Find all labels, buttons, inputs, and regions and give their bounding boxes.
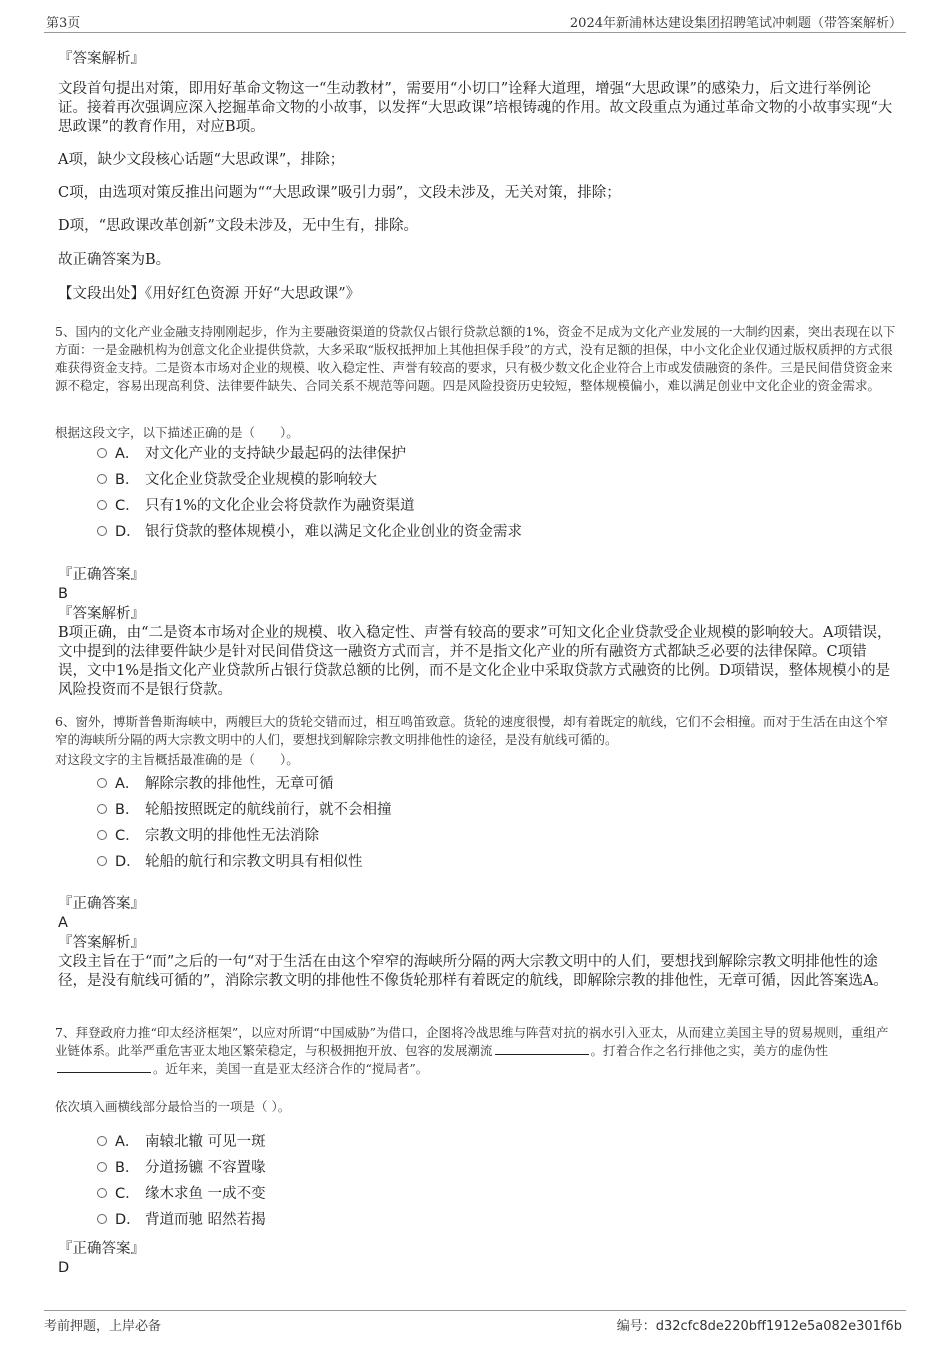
q5-option-d[interactable]: D． 银行贷款的整体规模小，难以满足文化企业创业的资金需求 bbox=[97, 522, 522, 542]
q7-option-c[interactable]: C． 缘木求鱼 一成不变 bbox=[97, 1184, 266, 1204]
radio-icon[interactable] bbox=[97, 1162, 107, 1172]
q5-option-c[interactable]: C． 只有1%的文化企业会将贷款作为融资渠道 bbox=[97, 496, 415, 516]
q5-option-a[interactable]: A． 对文化产业的支持缺少最起码的法律保护 bbox=[97, 444, 406, 464]
q7-option-d[interactable]: D． 背道而驰 昭然若揭 bbox=[97, 1210, 266, 1230]
fill-blank-2 bbox=[57, 1060, 151, 1073]
radio-icon[interactable] bbox=[97, 1188, 107, 1198]
q7-answer-label: 『正确答案』 bbox=[58, 1241, 145, 1257]
radio-icon[interactable] bbox=[97, 500, 107, 510]
q7-stem: 7、拜登政府力推“印太经济框架”，以应对所谓“中国威胁”为借口，企图将冷战思维与阵营对抗的祸水引入亚太，从而建立美国主导的贸易规则，重组产业链体系。此举严重危害亚太地区繁荣稳定，与积极拥抱开放、包容的发展潮流 。打着合作之名行排他之实，美方的虚伪性。近年来，美国一直是亚太经济合作的“搅局者”。 bbox=[55, 1025, 889, 1076]
q7-option-b[interactable]: B． 分道扬镳 不容置喙 bbox=[97, 1158, 266, 1178]
radio-icon[interactable] bbox=[97, 1136, 107, 1146]
q5-answer: B bbox=[58, 586, 68, 602]
q5-stem: 5、国内的文化产业金融支持刚刚起步，作为主要融资渠道的贷款仅占银行贷款总额的1%，资金不足成为文化产业发展的一大制约因素，突出表现在以下方面：一是金融机构为创意文化企业提供贷款，大多采取“版权抵押加上其他担保手段”的方式，没有足额的担保，中小文化企业仅通过版权质押的方式很难获得资金支持。二是资本市场对企业的规模、收入稳定性、声誉有较高的要求，只有极少数文化企业符合上市或发债融资的条件。三是民间借贷资金来源不稳定，容易出现高利贷、法律要件缺失、合同关系不规范等问题。四是风险投资历史较短，整体规模偏小，难以满足创业中文化企业的资金需求。 bbox=[55, 324, 896, 393]
q6-stem: 6、窗外，博斯普鲁斯海峡中，两艘巨大的货轮交错而过，相互鸣笛致意。货轮的速度很慢，却有着既定的航线，它们不会相撞。而对于生活在由这个窄窄的海峡所分隔的两大宗教文明中的人们，要想找到解除宗教文明排他性的途径，是没有航线可循的。 bbox=[55, 714, 888, 747]
radio-icon[interactable] bbox=[97, 474, 107, 484]
radio-icon[interactable] bbox=[97, 856, 107, 866]
q6-analysis-label: 『答案解析』 bbox=[58, 935, 145, 951]
q7-answer: D bbox=[58, 1260, 70, 1276]
q6-answer-label: 『正确答案』 bbox=[58, 896, 145, 912]
q5-answer-label: 『正确答案』 bbox=[58, 567, 145, 583]
document-title: 2024年新浦林达建设集团招聘笔试冲刺题（带答案解析） bbox=[569, 16, 902, 31]
page-number: 第3页 bbox=[46, 16, 81, 31]
q6-answer: A bbox=[58, 915, 68, 931]
q5-ask: 根据这段文字，以下描述正确的是（ ）。 bbox=[55, 425, 299, 440]
q4-analysis: 文段首句提出对策，即用好革命文物这一“生动教材”，需要用“小切口”诠释大道理，增强“大思政课”的感染力，后文进行举例论证。接着再次强调应深入挖掘革命文物的小故事，以发挥“大思政课”培根铸魂的作用。故文段重点为通过革命文物的小故事实现“大思政课”的教育作用，对应B项。 bbox=[58, 81, 893, 135]
q6-analysis: 文段主旨在于“而”之后的一句“对于生活在由这个窄窄的海峡所分隔的两大宗教文明中的人们，要想找到解除宗教文明排他性的途径，是没有航线可循的”，消除宗教文明的排他性不像货轮那样有着既定的航线，即解除宗教的排他性，无章可循，因此答案选A。 bbox=[58, 954, 888, 989]
q4-conclusion: 故正确答案为B。 bbox=[58, 252, 171, 268]
q4-analysis-label: 『答案解析』 bbox=[58, 51, 145, 67]
document-code: 编号：d32cfc8de220bff1912e5a082e301f6b bbox=[616, 1319, 902, 1334]
q4-c-note: C项，由选项对策反推出问题为““大思政课”吸引力弱”，文段未涉及，无关对策，排除； bbox=[58, 185, 621, 201]
radio-icon[interactable] bbox=[97, 448, 107, 458]
radio-icon[interactable] bbox=[97, 804, 107, 814]
q4-d-note: D项，“思政课改革创新”文段未涉及，无中生有，排除。 bbox=[58, 218, 418, 234]
fill-blank-1 bbox=[495, 1042, 589, 1055]
q7-option-a[interactable]: A． 南辕北辙 可见一斑 bbox=[97, 1132, 266, 1152]
page-header bbox=[44, 8, 906, 33]
q7-ask: 依次填入画横线部分最恰当的一项是（ ）。 bbox=[55, 1099, 291, 1114]
q5-analysis-label: 『答案解析』 bbox=[58, 606, 145, 622]
q6-ask: 对这段文字的主旨概括最准确的是（ ）。 bbox=[55, 752, 299, 767]
radio-icon[interactable] bbox=[97, 526, 107, 536]
q5-analysis: B项正确，由“二是资本市场对企业的规模、收入稳定性、声誉有较高的要求”可知文化企业贷款受企业规模的影响较大。A项错误，文中提到的法律要件缺少是针对民间借贷这一融资方式而言，并不是指文化产业的所有融资方式都缺乏必要的法律保障。C项错误，文中1%是指文化产业贷款所占银行贷款总额的比例，而不是文化企业中采取贷款方式融资的比例。D项错误，整体规模小的是风险投资而不是银行贷款。 bbox=[58, 625, 892, 698]
q6-option-d[interactable]: D． 轮船的航行和宗教文明具有相似性 bbox=[97, 852, 363, 872]
footer-slogan: 考前押题，上岸必备 bbox=[44, 1319, 162, 1334]
radio-icon[interactable] bbox=[97, 778, 107, 788]
q6-option-c[interactable]: C． 宗教文明的排他性无法消除 bbox=[97, 826, 319, 846]
page-footer bbox=[44, 1310, 906, 1337]
q4-a-note: A项，缺少文段核心话题“大思政课”，排除； bbox=[58, 152, 345, 168]
q6-option-a[interactable]: A． 解除宗教的排他性，无章可循 bbox=[97, 774, 334, 794]
q4-source: 【文段出处】《用好红色资源 开好“大思政课”》 bbox=[58, 286, 361, 302]
q6-option-b[interactable]: B． 轮船按照既定的航线前行，就不会相撞 bbox=[97, 800, 392, 820]
radio-icon[interactable] bbox=[97, 830, 107, 840]
radio-icon[interactable] bbox=[97, 1214, 107, 1224]
q5-option-b[interactable]: B． 文化企业贷款受企业规模的影响较大 bbox=[97, 470, 377, 490]
